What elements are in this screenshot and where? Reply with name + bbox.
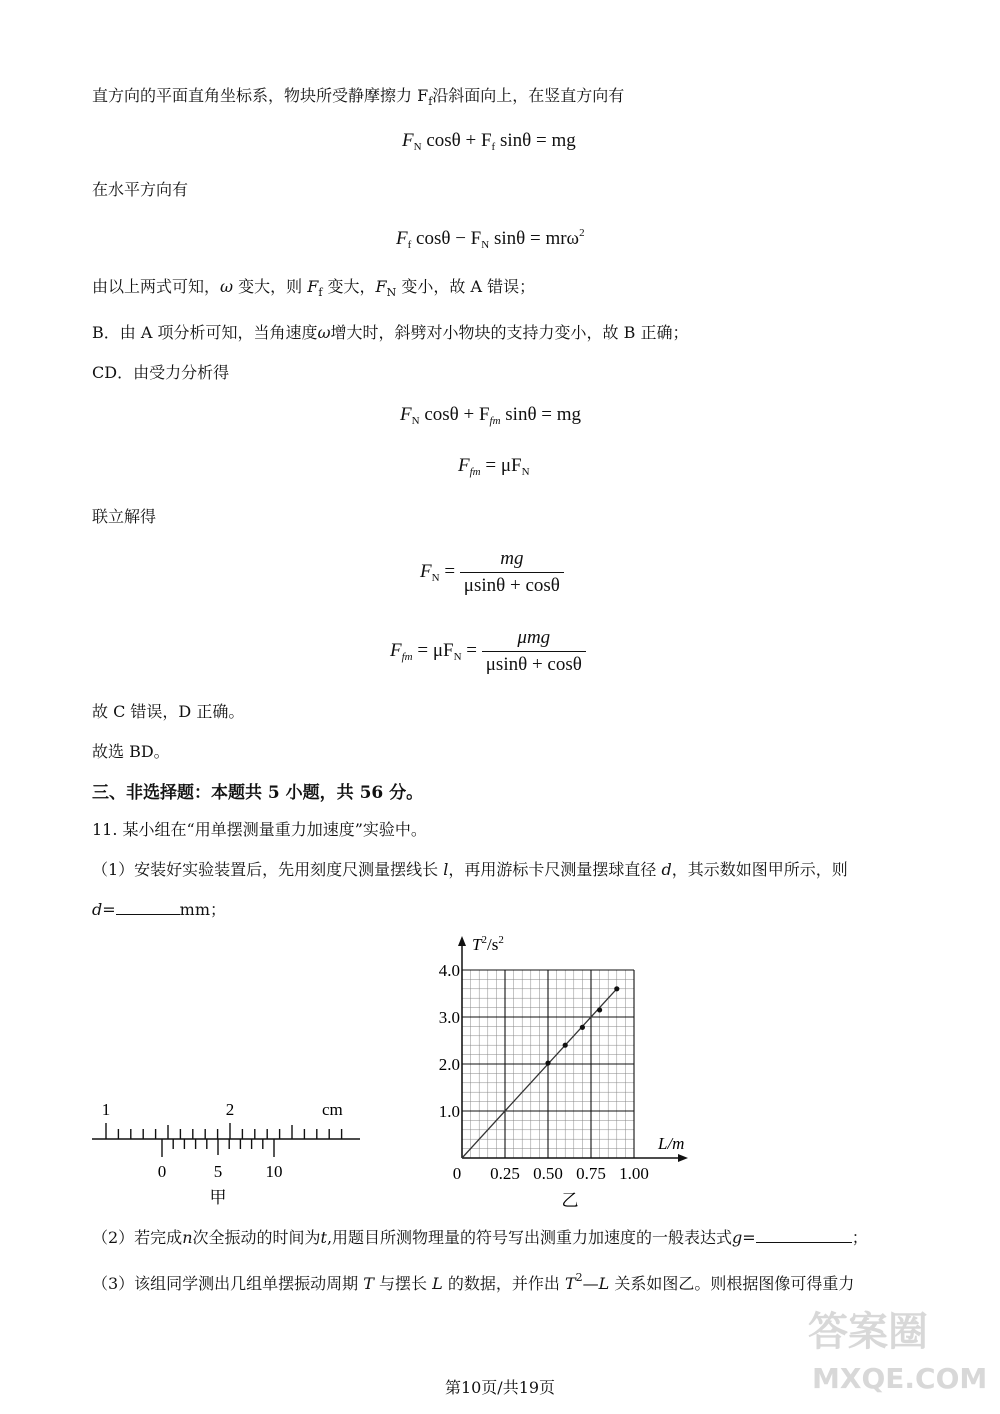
vernier-label-0: 0 [157, 1162, 167, 1181]
text-line-7: 故 C 错误，D 正确。 [92, 702, 245, 721]
figure-caption-jia: 甲 [209, 1188, 227, 1207]
answer-blank-g[interactable] [756, 1242, 852, 1243]
equation-5: $F_N$ = $\frac{mg}{\mu\sin\theta + \cos\theta}$ [420, 548, 564, 597]
y-axis-label: $T^2/s^2$ [472, 934, 504, 954]
data-point [614, 986, 619, 991]
answer-blank-d[interactable] [116, 914, 180, 915]
text-line-2: 在水平方向有 [92, 180, 189, 199]
main-scale-ticks [106, 1123, 342, 1139]
equation-2: $F_f$ $\cos\theta - F_N$ sinθ = mrω$^2$ [396, 227, 585, 251]
x-tick-label: 0.50 [533, 1164, 563, 1183]
equation-1: $F_N$ $\cos\theta + F_f$ sinθ = mg [402, 130, 576, 153]
vernier-scale-ticks [162, 1139, 274, 1157]
question-11-part-2: （2）若完成n次全振动的时间为t,用题目所测物理量的符号写出测重力加速度的一般表达式g= ； [92, 1228, 868, 1247]
page-footer: 第10页/共19页 [444, 1378, 556, 1397]
data-point [580, 1025, 585, 1030]
text-line-4: B．由 A 项分析可知，当角速度ω增大时，斜劈对小物块的支持力变小，故 B 正确； [92, 323, 689, 342]
data-point [597, 1007, 602, 1012]
vernier-caliper-figure [90, 1095, 370, 1207]
origin-label: 0 [452, 1164, 462, 1183]
question-11-part-1: （1）安装好实验装置后，先用刻度尺测量摆线长 l，再用游标卡尺测量摆球直径 d，其示数如图甲所示，则 [92, 860, 848, 879]
y-tick-label: 1.0 [438, 1102, 460, 1121]
equation-3: $F_N$ $\cos\theta + F_{fm}$ sinθ = mg [400, 404, 582, 427]
question-11: 11. 某小组在“用单摆测量重力加速度”实验中。 [92, 820, 427, 839]
text-line-1: 直方向的平面直角坐标系，物块所受静摩擦力 $F_f$沿斜面向上，在竖直方向有 [92, 86, 625, 108]
x-tick-label: 1.00 [619, 1164, 649, 1183]
x-axis-label: L/m [658, 1134, 685, 1153]
caliper-unit: cm [322, 1100, 343, 1119]
text-line-8: 故选 BD。 [92, 742, 170, 761]
watermark-logo: 答案圈 [808, 1309, 928, 1355]
y-axis-arrow [458, 936, 466, 946]
section-heading: 三、非选择题：本题共 5 小题，共 56 分。 [92, 783, 424, 803]
watermark-url: MXQE.COM [812, 1362, 988, 1395]
question-11-part-1-answer: d= mm； [92, 900, 227, 919]
question-11-part-3: （3）该组同学测出几组单摆振动周期 T 与摆长 L 的数据，并作出 $T^2—L$ 关系如图乙。则根据图像可得重力 [92, 1271, 855, 1293]
y-tick-label: 3.0 [438, 1008, 460, 1027]
text-line-5: CD．由受力分析得 [92, 363, 230, 382]
x-tick-label: 0.25 [490, 1164, 520, 1183]
y-tick-labels [439, 961, 460, 1121]
vernier-label-5: 5 [213, 1162, 223, 1181]
equation-6: $F_{fm} = \mu F_N$ = $\frac{\text{μmg}}{\mu\sin\theta + \cos\theta}$ [390, 627, 586, 676]
figure-caption-yi: 乙 [561, 1191, 579, 1210]
x-tick-label: 0.75 [576, 1164, 606, 1183]
x-axis-arrow [678, 1154, 688, 1162]
data-point [563, 1043, 568, 1048]
y-tick-label: 2.0 [438, 1055, 460, 1074]
t2-l-chart [420, 930, 700, 1215]
x-tick-labels [490, 1164, 649, 1183]
text-line-6: 联立解得 [92, 507, 157, 526]
main-scale-label-2: 2 [225, 1100, 235, 1119]
equation-4: $F_{fm} = \mu F_N$ [458, 455, 530, 478]
text-line-3: 由以上两式可知，ω 变大，则 $F_f$ 变大，$F_N$ 变小，故 A 错误； [92, 277, 536, 299]
data-point [545, 1060, 550, 1065]
y-tick-label: 4.0 [438, 961, 460, 980]
vernier-label-10: 10 [265, 1162, 283, 1181]
main-scale-label-1: 1 [101, 1100, 111, 1119]
